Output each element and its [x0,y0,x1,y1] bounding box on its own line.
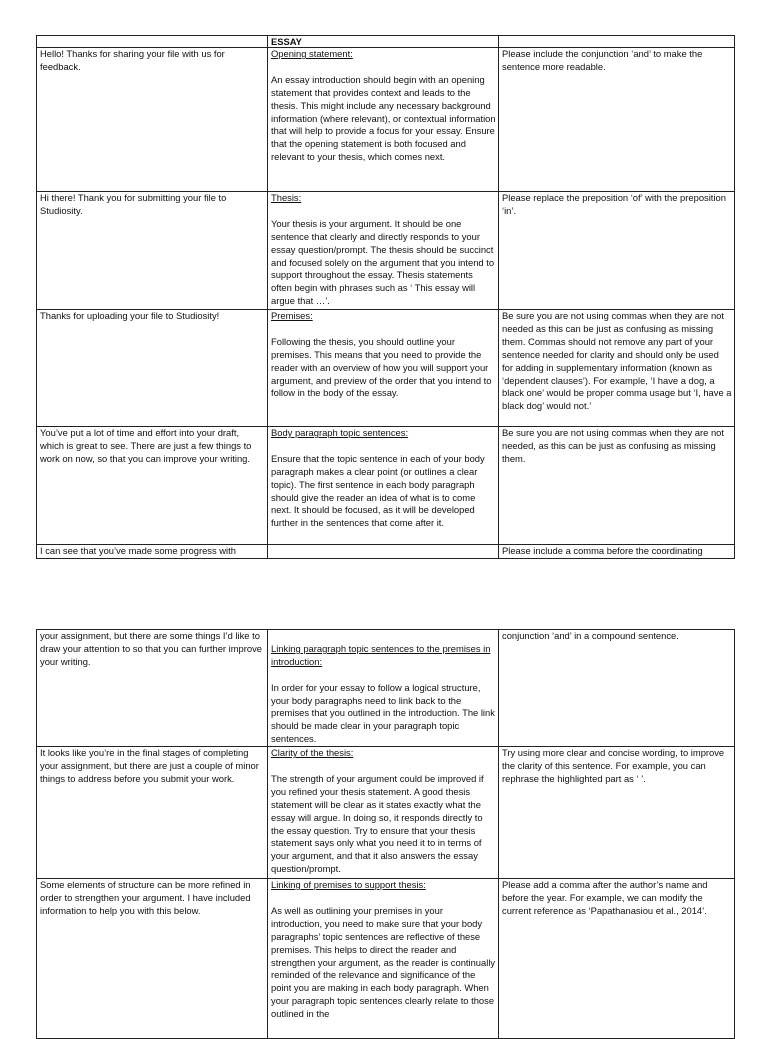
comment-cell: It looks like you’re in the final stages of completing your assignment, but there are just a couple of minor things to address before you submit your work. [37,747,268,879]
comment-cell: Hi there! Thank you for submitting your file to Studiosity. [37,192,268,310]
section-heading: Linking of premises to support thesis: [271,879,426,891]
table-row [37,747,735,879]
table-row [37,630,735,747]
feedback-cell: Be sure you are not using commas when they are not needed as this can be just as confusing as missing them. Commas should not remove any part of your sentence needed for clarity and should only be used for adding in supplementary information (known as ‘dependent clauses’). For example, ‘I have a dog, a black one’ would be proper comma usage but ‘I, have a black dog’ would not.’ [499,310,735,427]
feedback-cell: Please replace the preposition ‘of’ with the preposition ‘in’. [499,192,735,310]
feedback-cell: Try using more clear and concise wording, to improve the clarity of this sentence. For example, you can rephrase the highlighted part as ‘ ’. [499,747,735,879]
comment-cell: I can see that you’ve made some progress with [37,545,268,559]
feedback-table-page-2 [36,629,735,1039]
feedback-cell: Be sure you are not using commas when they are not needed, as this can be just as confusing as missing them. [499,427,735,545]
section-heading: Thesis: [271,192,302,203]
essay-guidance-cell [268,48,499,192]
section-body: An essay introduction should begin with an opening statement that provides context and leads to the thesis. This might include any necessary background information (where relevant), or contextual information that will help to provide a focus for your essay. Ensure that the opening statement is both focused and relevant to your thesis, which comes next. [271,73,496,163]
feedback-cell: Please include a comma before the coordinating [499,545,735,559]
table-row [37,427,735,545]
comment-cell: Some elements of structure can be more refined in order to strengthen your argument. I have included information to help you with this below. [37,879,268,1039]
comment-cell: Thanks for uploading your file to Studiosity! [37,310,268,427]
header-cell-feedback [499,36,735,48]
table-row [37,310,735,427]
essay-guidance-cell [268,310,499,427]
feedback-cell: conjunction ‘and’ in a compound sentence. [499,630,735,747]
header-cell-comment [37,36,268,48]
section-heading: Premises: [271,310,313,321]
header-cell-essay: ESSAY [268,36,499,48]
essay-guidance-cell [268,747,499,879]
table-header-row [37,36,735,48]
feedback-table-page-1 [36,35,735,559]
essay-guidance-cell [268,545,499,559]
table-row [37,545,735,559]
section-body: Your thesis is your argument. It should be one sentence that clearly and directly responds to your essay question/prompt. The thesis should be succinct and focused solely on the argument that you intend to support throughout the essay. Thesis statements often begin with phrases such as ‘ This essay will argue that …’. [271,217,495,307]
essay-guidance-cell [268,879,499,1039]
table-row [37,879,735,1039]
section-heading: Body paragraph topic sentences: [271,427,409,438]
section-body: Following the thesis, you should outline your premises. This means that you need to provide the reader with an overview of how you will support your argument, and preview of the order that you intend to follow in the body of the essay. [271,335,492,399]
section-heading: Linking paragraph topic sentences to the premises in introduction: [271,642,491,667]
section-body: In order for your essay to follow a logical structure, your body paragraphs need to link back to the premises that you outlined in the introduction. The link should be made clear in your paragraph topic sentences. [271,681,495,745]
table-row [37,48,735,192]
section-body: The strength of your argument could be improved if you refined your thesis statement. A good thesis statement will be clear as it states exactly what the essay will argue. In doing so, it responds directly to the essay question. Try to ensure that your thesis statement says only what you need it to in terms of your argument, and that it also answers the essay question/prompt. [271,772,484,875]
section-body: As well as outlining your premises in your introduction, you need to make sure that your body paragraphs’ topic sentences are reflective of these premises. This helps to direct the reader and strengthen your argument, as the reader is continually reminded of the relevance and significance of the point you are making in each body paragraph. When your paragraph topic sentences clearly relate to those outlined in the [271,904,496,1020]
comment-cell: Hello! Thanks for sharing your file with us for feedback. [37,48,268,192]
feedback-cell: Please include the conjunction ‘and’ to make the sentence more readable. [499,48,735,192]
essay-guidance-cell [268,427,499,545]
comment-cell: You’ve put a lot of time and effort into your draft, which is great to see. There are just a few things to work on now, so that you can improve your writing. [37,427,268,545]
table-row [37,192,735,310]
essay-guidance-cell [268,192,499,310]
feedback-cell: Please add a comma after the author’s name and before the year. For example, we can modify the current reference as ‘Papathanasiou et al., 2014’. [499,879,735,1039]
section-heading: Clarity of the thesis: [271,747,354,759]
section-body: Ensure that the topic sentence in each of your body paragraph makes a clear point (or outlines a clear topic). The first sentence in each body paragraph should give the reader an idea of what is to come next. It should be focused, as it will be developed further in the sentences that come after it. [271,452,485,529]
essay-guidance-cell [268,630,499,747]
section-heading: Opening statement: [271,48,353,59]
comment-cell: your assignment, but there are some things I’d like to draw your attention to so that you can further improve your writing. [37,630,268,747]
